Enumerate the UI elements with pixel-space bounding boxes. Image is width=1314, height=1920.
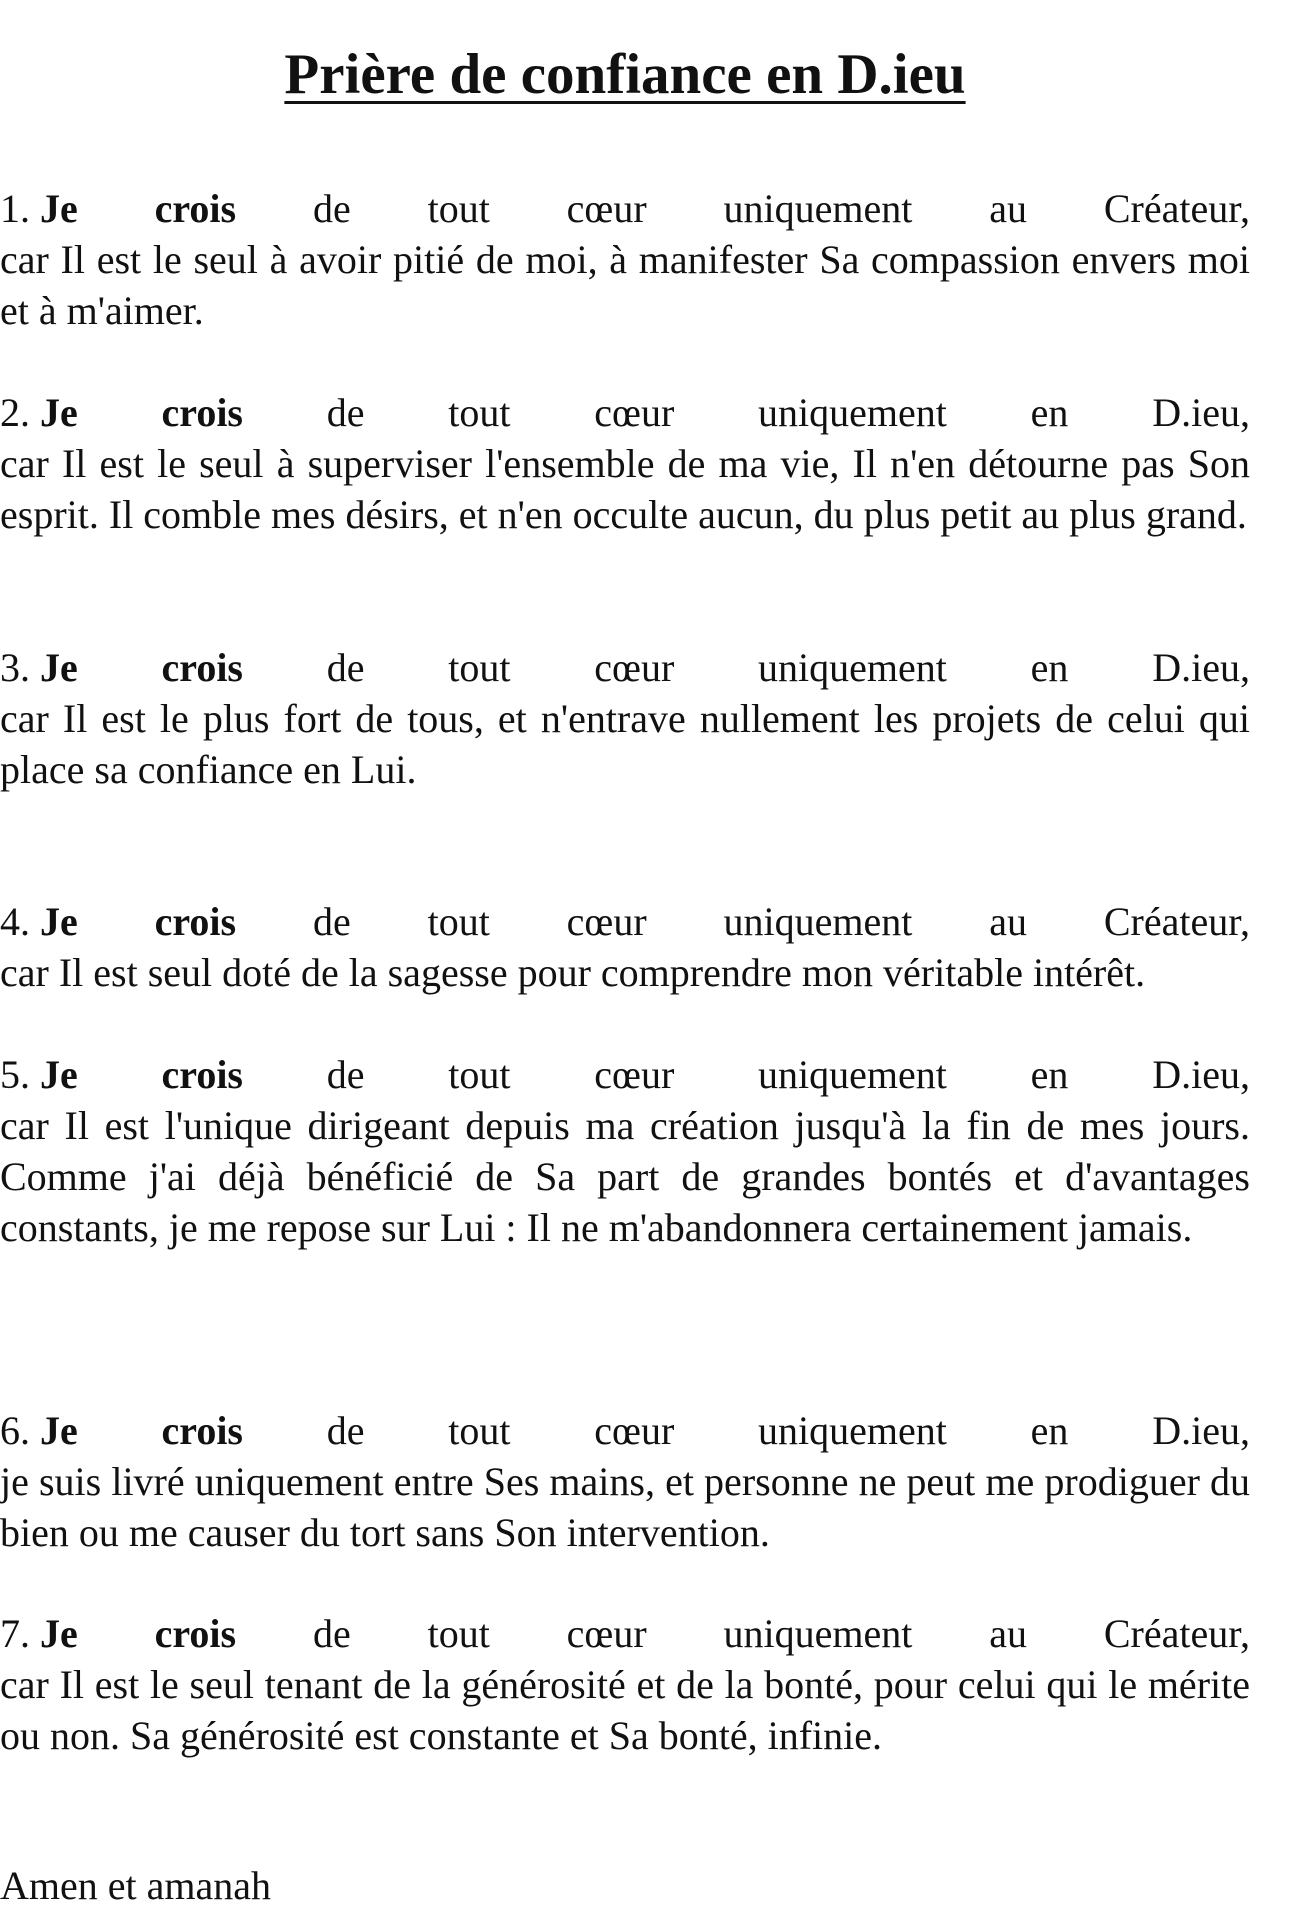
prayer-paragraph-6 — [0, 1405, 1250, 1558]
paragraph-opening-line — [0, 1049, 1250, 1100]
paragraph-opening-words — [0, 183, 78, 234]
word: D.ieu, — [1152, 645, 1250, 690]
word: cœur — [594, 1052, 675, 1097]
word: en — [1030, 390, 1069, 435]
prayer-paragraph-4 — [0, 896, 1250, 998]
word: D.ieu, — [1152, 390, 1250, 435]
word: cœur — [594, 1408, 675, 1453]
word: uniquement — [723, 1611, 913, 1656]
bold-word-crois: crois — [154, 899, 237, 944]
bold-word-crois: crois — [161, 645, 243, 690]
bold-word-je: Je — [40, 645, 78, 690]
bold-word-je: Je — [40, 1408, 78, 1453]
word: en — [1030, 1052, 1069, 1097]
bold-word-crois: crois — [154, 186, 237, 231]
word: de — [326, 1052, 365, 1097]
word: uniquement — [758, 1052, 947, 1097]
word: uniquement — [758, 390, 947, 435]
word: au — [989, 186, 1027, 231]
word: uniquement — [758, 645, 947, 690]
word: cœur — [566, 1611, 647, 1656]
paragraph-number: 4. — [0, 899, 30, 944]
bold-word-crois: crois — [161, 1052, 243, 1097]
word: D.ieu, — [1152, 1052, 1250, 1097]
word: de — [326, 1408, 365, 1453]
paragraph-number: 6. — [0, 1408, 30, 1453]
paragraph-opening-words — [0, 1405, 78, 1456]
word: en — [1030, 645, 1069, 690]
word: cœur — [594, 390, 675, 435]
paragraph-opening-line — [0, 896, 1250, 947]
bold-word-je: Je — [40, 1611, 78, 1656]
paragraph-opening-line — [0, 642, 1250, 693]
paragraph-opening-line — [0, 1405, 1250, 1456]
paragraph-opening-line — [0, 1608, 1250, 1659]
paragraph-body: car Il est l'unique dirigeant depuis ma création jusqu'à la fin de mes jours. Comme j'ai déjà bénéficié de Sa part de grandes bontés et d'avantages constants, je me repose sur Lui : Il ne m'abandonnera certainement jamais. — [0, 1103, 1250, 1250]
paragraph-opening-line — [0, 183, 1250, 234]
word: Créateur, — [1103, 186, 1250, 231]
paragraph-number: 3. — [0, 645, 30, 690]
word: tout — [448, 645, 511, 690]
bold-word-crois: crois — [161, 1408, 243, 1453]
word: tout — [427, 186, 490, 231]
word: au — [989, 1611, 1027, 1656]
paragraph-body: car Il est le plus fort de tous, et n'entrave nullement les projets de celui qui place sa confiance en Lui. — [0, 696, 1250, 792]
paragraph-opening-words — [0, 387, 78, 438]
paragraph-number: 7. — [0, 1611, 30, 1656]
word: de — [326, 390, 365, 435]
paragraph-body: je suis livré uniquement entre Ses mains, et personne ne peut me prodiguer du bien ou me causer du tort sans Son intervention. — [0, 1459, 1250, 1555]
paragraph-body: car Il est le seul à avoir pitié de moi, à manifester Sa compassion envers moi et à m'aimer. — [0, 237, 1250, 333]
paragraph-number: 1. — [0, 186, 30, 231]
word: au — [989, 899, 1027, 944]
word: tout — [448, 390, 511, 435]
paragraph-body: car Il est seul doté de la sagesse pour comprendre mon véritable intérêt. — [0, 950, 1146, 995]
word: de — [312, 186, 351, 231]
word: cœur — [566, 899, 647, 944]
paragraph-opening-words — [0, 1049, 78, 1100]
paragraph-number: 5. — [0, 1052, 30, 1097]
paragraph-opening-words — [0, 642, 78, 693]
document-title: Prière de confiance en D.ieu — [284, 43, 966, 106]
paragraph-body: car Il est le seul tenant de la générosité et de la bonté, pour celui qui le mérite ou non. Sa générosité est constante et Sa bonté, infinie. — [0, 1662, 1250, 1758]
paragraph-body: car Il est le seul à superviser l'ensemble de ma vie, Il n'en détourne pas Son esprit. Il comble mes désirs, et n'en occulte aucun, du plus petit au plus grand. — [0, 441, 1250, 537]
bold-word-je: Je — [40, 899, 78, 944]
closing-line: Amen et amanah — [0, 1863, 271, 1908]
word: uniquement — [758, 1408, 947, 1453]
word: tout — [448, 1408, 511, 1453]
word: de — [312, 899, 351, 944]
bold-word-crois: crois — [161, 390, 243, 435]
paragraph-number: 2. — [0, 390, 30, 435]
word: uniquement — [723, 186, 913, 231]
bold-word-crois: crois — [154, 1611, 237, 1656]
word: cœur — [566, 186, 647, 231]
word: de — [312, 1611, 351, 1656]
word: Créateur, — [1103, 899, 1250, 944]
word: de — [326, 645, 365, 690]
paragraph-opening-words — [0, 896, 78, 947]
bold-word-je: Je — [40, 186, 78, 231]
paragraph-opening-line — [0, 387, 1250, 438]
word: uniquement — [723, 899, 913, 944]
word: cœur — [594, 645, 675, 690]
prayer-paragraph-1 — [0, 183, 1250, 336]
bold-word-je: Je — [40, 1052, 78, 1097]
word: en — [1030, 1408, 1069, 1453]
prayer-paragraph-3 — [0, 642, 1250, 795]
bold-word-je: Je — [40, 390, 78, 435]
word: tout — [427, 1611, 490, 1656]
word: D.ieu, — [1152, 1408, 1250, 1453]
prayer-paragraph-7 — [0, 1608, 1250, 1761]
word: tout — [448, 1052, 511, 1097]
prayer-paragraph-5 — [0, 1049, 1250, 1253]
paragraph-opening-words — [0, 1608, 78, 1659]
word: tout — [427, 899, 490, 944]
prayer-paragraph-2 — [0, 387, 1250, 540]
word: Créateur, — [1103, 1611, 1250, 1656]
